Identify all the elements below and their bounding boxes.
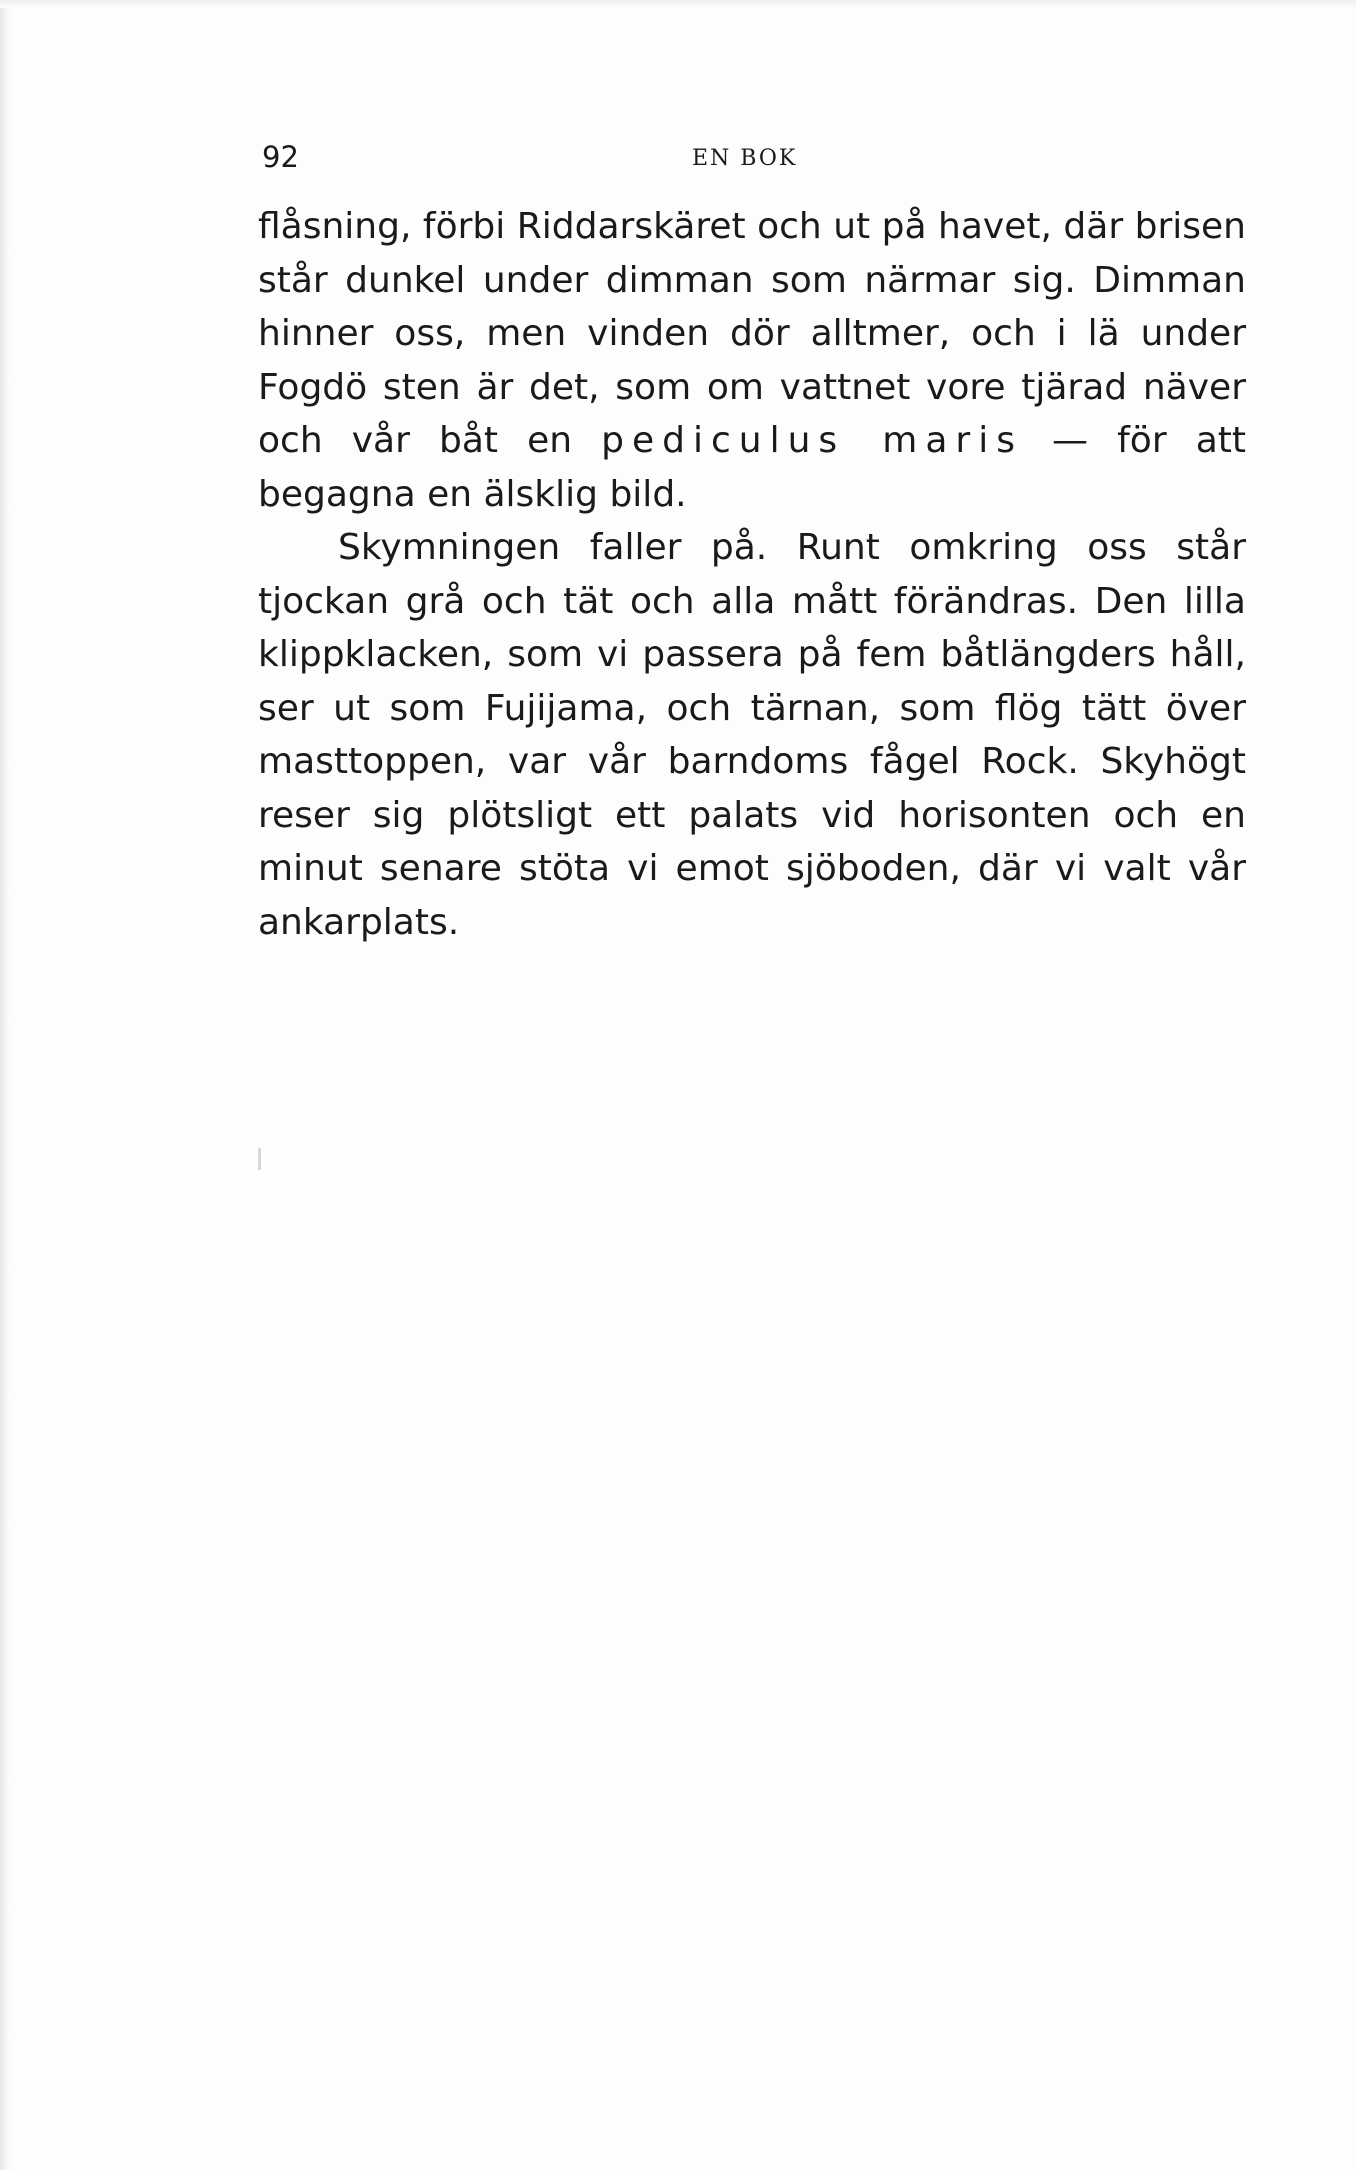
body-text — [258, 200, 1246, 949]
paragraph-2: Skymningen faller på. Runt omkring oss står tjockan grå och tät och alla mått förändras. Den lilla klippklacken, som vi passera på fem båtlängders håll, ser ut som Fujijama, och tärnan, som flög tätt över masttoppen, var vår barndoms fågel Rock. Skyhögt reser sig plötsligt ett palats vid horisonten och en minut senare stöta vi emot sjöboden, där vi valt vår ankarplats. — [258, 527, 1246, 943]
running-head — [262, 140, 1242, 180]
paragraph-1-text: flåsning, förbi Riddarskäret och ut på havet, där brisen står dunkel under dimman som närmar sig. Dimman hinner oss, men vinden dör alltmer, och i lä under Fogdö sten är det, som om vattnet vore tjärad näver och vår båt en — [258, 206, 1246, 461]
paragraph-1 — [258, 200, 1246, 521]
paper-speck — [258, 1148, 261, 1170]
page-number: 92 — [262, 140, 299, 174]
scan-edge-left — [0, 0, 10, 2170]
running-title: EN BOK — [692, 146, 798, 171]
paragraph-1-ending: — för att begagna en älsklig bild. — [258, 420, 1246, 515]
spaced-term: pediculus maris — [601, 420, 1023, 461]
scan-edge-top — [0, 0, 1356, 8]
